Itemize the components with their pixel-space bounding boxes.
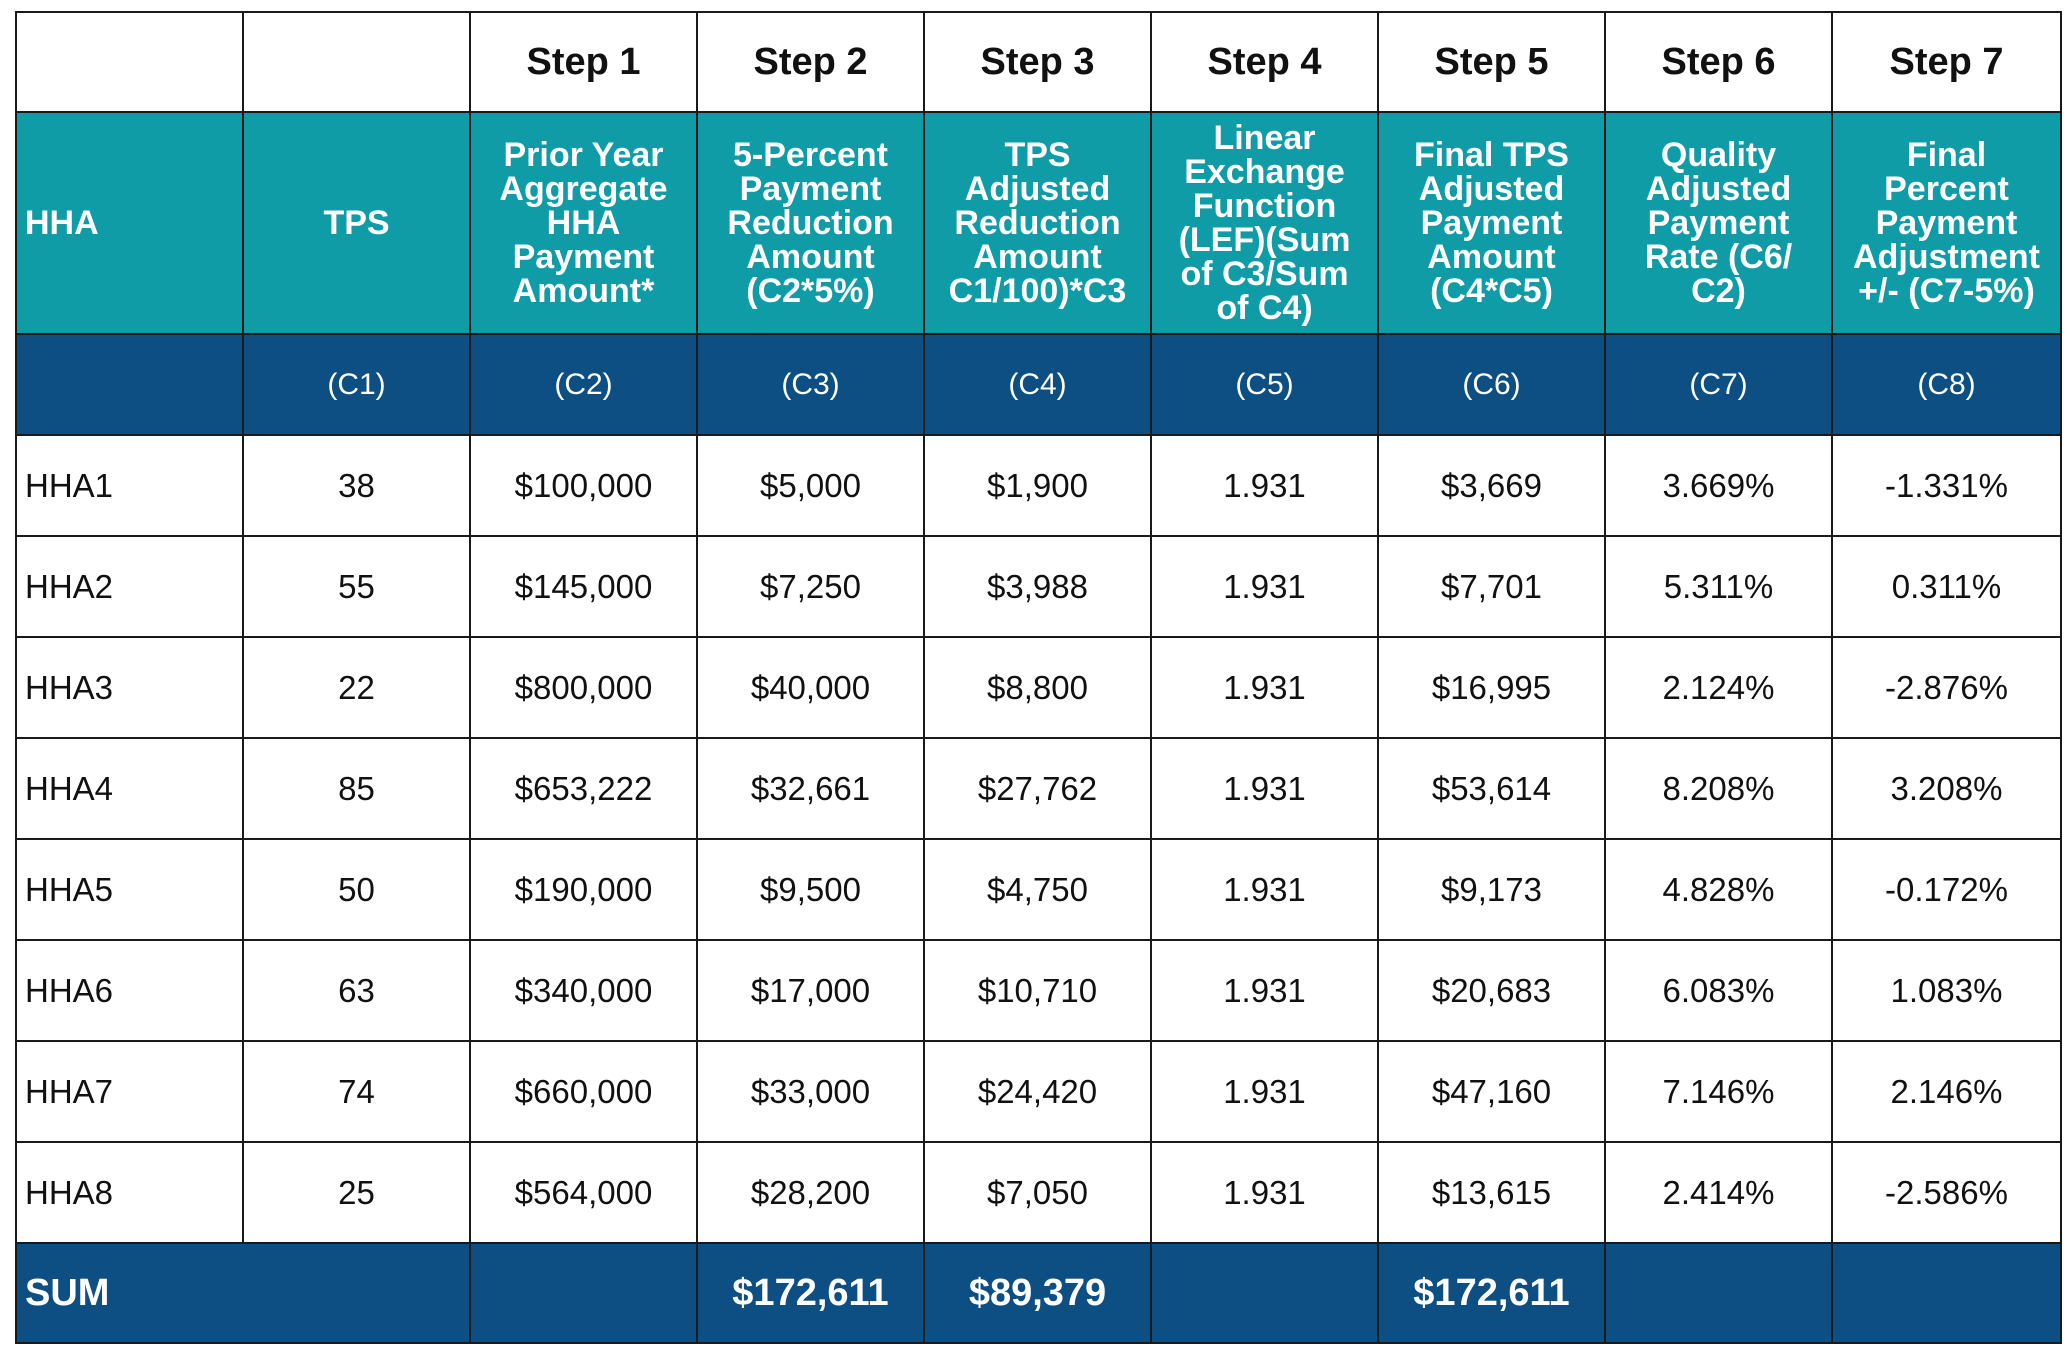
step-cell: Step 6	[1605, 12, 1832, 112]
column-code: (C3)	[697, 334, 924, 435]
column-code: (C8)	[1832, 334, 2061, 435]
table-row	[16, 637, 2061, 738]
table-cell: $13,615	[1378, 1142, 1605, 1243]
table-cell: 3.208%	[1832, 738, 2061, 839]
table-cell: -1.331%	[1832, 435, 2061, 536]
table-cell: HHA5	[16, 839, 243, 940]
sum-label: SUM	[16, 1243, 470, 1343]
column-header-c2: Prior Year Aggregate HHA Payment Amount*	[470, 112, 697, 334]
table-cell: $7,701	[1378, 536, 1605, 637]
table-cell: 85	[243, 738, 470, 839]
step-cell	[16, 12, 243, 112]
column-header-c8: Final Percent Payment Adjustment +/- (C7-5%)	[1832, 112, 2061, 334]
table-cell: $17,000	[697, 940, 924, 1041]
table-row	[16, 536, 2061, 637]
step-header-row	[16, 12, 2061, 112]
table-cell: $7,250	[697, 536, 924, 637]
table-cell: $1,900	[924, 435, 1151, 536]
table-cell: 2.414%	[1605, 1142, 1832, 1243]
column-code: (C2)	[470, 334, 697, 435]
column-header-c4: TPS Adjusted Reduction Amount C1/100)*C3	[924, 112, 1151, 334]
column-code: (C7)	[1605, 334, 1832, 435]
sum-cell-c6: $172,611	[1378, 1243, 1605, 1343]
table-cell: $564,000	[470, 1142, 697, 1243]
sum-row	[16, 1243, 2061, 1343]
column-code: (C5)	[1151, 334, 1378, 435]
table-cell: 1.931	[1151, 536, 1378, 637]
step-cell: Step 3	[924, 12, 1151, 112]
table-cell: $3,988	[924, 536, 1151, 637]
table-cell: $4,750	[924, 839, 1151, 940]
sum-cell-c3: $172,611	[697, 1243, 924, 1343]
table-cell: 55	[243, 536, 470, 637]
table-cell: 50	[243, 839, 470, 940]
column-code: (C6)	[1378, 334, 1605, 435]
table-cell: HHA4	[16, 738, 243, 839]
table-cell: $32,661	[697, 738, 924, 839]
step-cell: Step 7	[1832, 12, 2061, 112]
table-cell: 8.208%	[1605, 738, 1832, 839]
table-cell: $33,000	[697, 1041, 924, 1142]
step-cell: Step 4	[1151, 12, 1378, 112]
table-cell: $7,050	[924, 1142, 1151, 1243]
table-cell: $100,000	[470, 435, 697, 536]
column-code: (C1)	[243, 334, 470, 435]
payment-adjustment-table	[15, 11, 2062, 1344]
table-row	[16, 839, 2061, 940]
table-cell: HHA2	[16, 536, 243, 637]
column-header-c6: Final TPS Adjusted Payment Amount (C4*C5)	[1378, 112, 1605, 334]
step-cell: Step 1	[470, 12, 697, 112]
table-cell: 1.931	[1151, 637, 1378, 738]
table-cell: 4.828%	[1605, 839, 1832, 940]
table-cell: $3,669	[1378, 435, 1605, 536]
table-cell: 1.931	[1151, 1041, 1378, 1142]
table-cell: $27,762	[924, 738, 1151, 839]
table-cell: $800,000	[470, 637, 697, 738]
sum-cell-c8	[1832, 1243, 2061, 1343]
table-cell: $40,000	[697, 637, 924, 738]
table-cell: $20,683	[1378, 940, 1605, 1041]
column-code	[16, 334, 243, 435]
sum-cell-c2	[470, 1243, 697, 1343]
table-cell: 1.931	[1151, 839, 1378, 940]
sum-cell-c7	[1605, 1243, 1832, 1343]
step-cell: Step 2	[697, 12, 924, 112]
table-cell: 0.311%	[1832, 536, 2061, 637]
table-cell: HHA3	[16, 637, 243, 738]
table-row	[16, 1041, 2061, 1142]
table-cell: $9,500	[697, 839, 924, 940]
table-cell: 1.931	[1151, 1142, 1378, 1243]
table-cell: $53,614	[1378, 738, 1605, 839]
table-cell: $660,000	[470, 1041, 697, 1142]
table-cell: 1.931	[1151, 738, 1378, 839]
table-cell: 1.083%	[1832, 940, 2061, 1041]
table-cell: 38	[243, 435, 470, 536]
table-cell: $5,000	[697, 435, 924, 536]
column-header-row	[16, 112, 2061, 334]
table-cell: HHA6	[16, 940, 243, 1041]
table-cell: 6.083%	[1605, 940, 1832, 1041]
table-cell: 25	[243, 1142, 470, 1243]
column-header-hha: HHA	[16, 112, 243, 334]
step-cell: Step 5	[1378, 12, 1605, 112]
table-cell: $9,173	[1378, 839, 1605, 940]
table-cell: -2.586%	[1832, 1142, 2061, 1243]
table-cell: 7.146%	[1605, 1041, 1832, 1142]
sum-cell-c4: $89,379	[924, 1243, 1151, 1343]
table-cell: 2.124%	[1605, 637, 1832, 738]
column-code: (C4)	[924, 334, 1151, 435]
table-row	[16, 1142, 2061, 1243]
column-header-c7: Quality Adjusted Payment Rate (C6/ C2)	[1605, 112, 1832, 334]
sum-cell-c5	[1151, 1243, 1378, 1343]
table-cell: $16,995	[1378, 637, 1605, 738]
table-cell: $8,800	[924, 637, 1151, 738]
table-cell: 1.931	[1151, 940, 1378, 1041]
step-cell	[243, 12, 470, 112]
table-row	[16, 940, 2061, 1041]
table-cell: $47,160	[1378, 1041, 1605, 1142]
table-cell: 3.669%	[1605, 435, 1832, 536]
table-row	[16, 738, 2061, 839]
table-row	[16, 435, 2061, 536]
table-cell: HHA7	[16, 1041, 243, 1142]
table-cell: $10,710	[924, 940, 1151, 1041]
table-cell: $145,000	[470, 536, 697, 637]
table-cell: 74	[243, 1041, 470, 1142]
table-cell: $653,222	[470, 738, 697, 839]
table-cell: 5.311%	[1605, 536, 1832, 637]
column-code-row	[16, 334, 2061, 435]
table-cell: 63	[243, 940, 470, 1041]
table-cell: $24,420	[924, 1041, 1151, 1142]
table-cell: 2.146%	[1832, 1041, 2061, 1142]
table-cell: $28,200	[697, 1142, 924, 1243]
table-cell: -0.172%	[1832, 839, 2061, 940]
table-cell: 22	[243, 637, 470, 738]
table-cell: $190,000	[470, 839, 697, 940]
column-header-c5: Linear Exchange Function (LEF)(Sum of C3/Sum of C4)	[1151, 112, 1378, 334]
table-cell: HHA8	[16, 1142, 243, 1243]
table-cell: $340,000	[470, 940, 697, 1041]
table-cell: -2.876%	[1832, 637, 2061, 738]
table-cell: 1.931	[1151, 435, 1378, 536]
column-header-tps: TPS	[243, 112, 470, 334]
column-header-c3: 5-Percent Payment Reduction Amount (C2*5%)	[697, 112, 924, 334]
table-cell: HHA1	[16, 435, 243, 536]
